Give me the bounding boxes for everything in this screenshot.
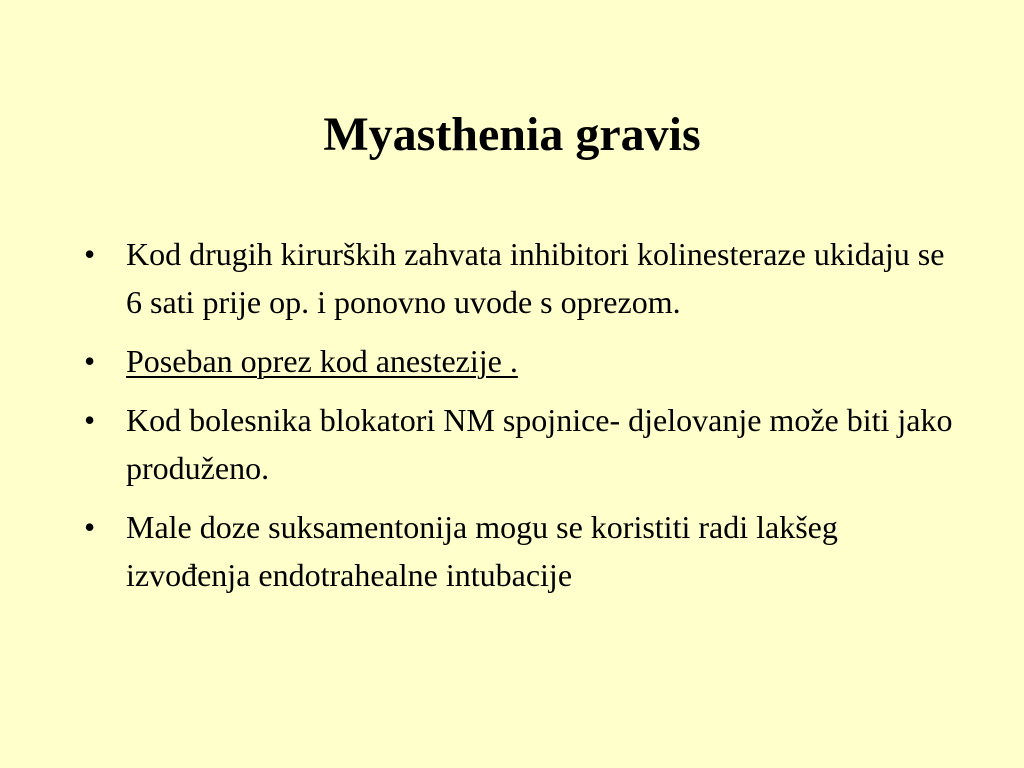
bullet-text: Kod bolesnika blokatori NM spojnice- djelovanje može biti jako produženo. — [126, 402, 953, 486]
bullet-item-4 — [84, 503, 964, 599]
bullet-text: Male doze suksamentonija mogu se koristiti radi lakšeg izvođenja endotrahealne intubacije — [126, 509, 838, 593]
bullet-list — [84, 230, 964, 610]
bullet-item-3 — [84, 396, 964, 492]
bullet-item-1 — [84, 230, 964, 326]
bullet-text-underlined: Poseban oprez kod anestezije . — [126, 343, 518, 379]
bullet-icon: • — [84, 509, 96, 545]
bullet-icon: • — [84, 402, 96, 438]
bullet-icon: • — [84, 236, 96, 272]
bullet-icon: • — [84, 343, 96, 379]
bullet-item-2 — [84, 337, 964, 385]
slide-title: Myasthenia gravis — [323, 108, 701, 161]
bullet-text: Kod drugih kirurških zahvata inhibitori kolinesteraze ukidaju se 6 sati prije op. i ponovno uvode s oprezom. — [126, 236, 945, 320]
